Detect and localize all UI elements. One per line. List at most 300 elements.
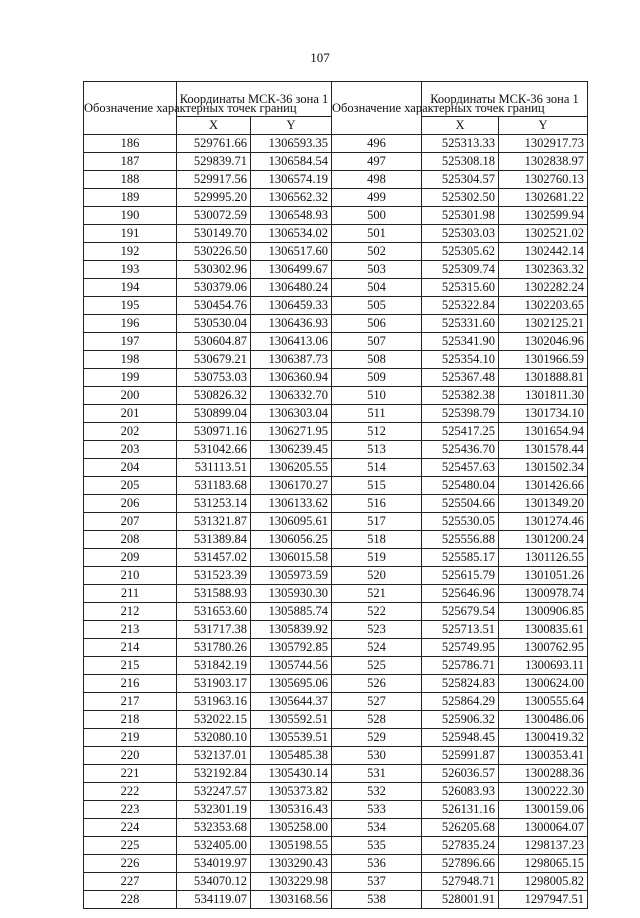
left-x-cell: 531717.38 bbox=[177, 621, 251, 639]
left-y-cell: 1306015.58 bbox=[251, 549, 332, 567]
right-y-cell: 1301966.59 bbox=[499, 351, 588, 369]
right-x-cell: 525304.57 bbox=[422, 171, 499, 189]
left-y-cell: 1303168.56 bbox=[251, 891, 332, 909]
right-x-cell: 525556.88 bbox=[422, 531, 499, 549]
right-x-cell: 525864.29 bbox=[422, 693, 499, 711]
left-point-cell: 197 bbox=[84, 333, 177, 351]
right-y-cell: 1300693.11 bbox=[499, 657, 588, 675]
left-point-cell: 202 bbox=[84, 423, 177, 441]
right-y-cell: 1300624.00 bbox=[499, 675, 588, 693]
left-y-cell: 1306436.93 bbox=[251, 315, 332, 333]
right-y-cell: 1300978.74 bbox=[499, 585, 588, 603]
table-row bbox=[84, 351, 588, 369]
right-y-cell: 1300486.06 bbox=[499, 711, 588, 729]
left-x-cell: 529995.20 bbox=[177, 189, 251, 207]
right-y-cell: 1300555.64 bbox=[499, 693, 588, 711]
right-x-cell: 525322.84 bbox=[422, 297, 499, 315]
table-row bbox=[84, 189, 588, 207]
left-y-cell: 1306480.24 bbox=[251, 279, 332, 297]
right-point-cell: 511 bbox=[332, 405, 422, 423]
right-point-cell: 521 bbox=[332, 585, 422, 603]
right-y-cell: 1298137.23 bbox=[499, 837, 588, 855]
left-point-cell: 199 bbox=[84, 369, 177, 387]
right-point-cell: 526 bbox=[332, 675, 422, 693]
right-x-cell: 525417.25 bbox=[422, 423, 499, 441]
right-x-cell: 525585.17 bbox=[422, 549, 499, 567]
left-y-cell: 1306095.61 bbox=[251, 513, 332, 531]
left-point-cell: 196 bbox=[84, 315, 177, 333]
left-y-cell: 1305839.92 bbox=[251, 621, 332, 639]
left-point-cell: 188 bbox=[84, 171, 177, 189]
right-x-cell: 525341.90 bbox=[422, 333, 499, 351]
left-y-cell: 1303229.98 bbox=[251, 873, 332, 891]
right-point-cell: 514 bbox=[332, 459, 422, 477]
page-number: 107 bbox=[310, 50, 330, 65]
right-point-cell: 503 bbox=[332, 261, 422, 279]
right-y-cell: 1300762.95 bbox=[499, 639, 588, 657]
right-x-cell: 525398.79 bbox=[422, 405, 499, 423]
left-x-cell: 532080.10 bbox=[177, 729, 251, 747]
left-y-cell: 1305539.51 bbox=[251, 729, 332, 747]
table-row bbox=[84, 459, 588, 477]
right-point-cell: 522 bbox=[332, 603, 422, 621]
left-x-cell: 532405.00 bbox=[177, 837, 251, 855]
right-point-cell: 515 bbox=[332, 477, 422, 495]
left-y-cell: 1306271.95 bbox=[251, 423, 332, 441]
left-y-cell: 1305373.82 bbox=[251, 783, 332, 801]
right-point-cell: 520 bbox=[332, 567, 422, 585]
left-y-cell: 1306548.93 bbox=[251, 207, 332, 225]
left-x-cell: 531903.17 bbox=[177, 675, 251, 693]
right-y-cell: 1302046.96 bbox=[499, 333, 588, 351]
left-x-cell: 530679.21 bbox=[177, 351, 251, 369]
left-x-cell: 531253.14 bbox=[177, 495, 251, 513]
table-row bbox=[84, 135, 588, 153]
left-x-cell: 530454.76 bbox=[177, 297, 251, 315]
left-x-cell: 530072.59 bbox=[177, 207, 251, 225]
left-point-header: Обозначение характерных точек границ bbox=[84, 82, 177, 135]
left-point-cell: 190 bbox=[84, 207, 177, 225]
left-point-cell: 221 bbox=[84, 765, 177, 783]
right-y-cell: 1302203.65 bbox=[499, 297, 588, 315]
left-y-cell: 1303290.43 bbox=[251, 855, 332, 873]
table-row bbox=[84, 819, 588, 837]
right-point-cell: 501 bbox=[332, 225, 422, 243]
left-point-cell: 224 bbox=[84, 819, 177, 837]
left-x-cell: 531042.66 bbox=[177, 441, 251, 459]
right-point-cell: 509 bbox=[332, 369, 422, 387]
right-point-cell: 519 bbox=[332, 549, 422, 567]
left-point-cell: 203 bbox=[84, 441, 177, 459]
left-x-cell: 532301.19 bbox=[177, 801, 251, 819]
table-row bbox=[84, 279, 588, 297]
right-x-cell: 525309.74 bbox=[422, 261, 499, 279]
left-x-cell: 530226.50 bbox=[177, 243, 251, 261]
left-x-cell: 532247.57 bbox=[177, 783, 251, 801]
right-y-cell: 1301051.26 bbox=[499, 567, 588, 585]
table-row bbox=[84, 477, 588, 495]
left-y-cell: 1305885.74 bbox=[251, 603, 332, 621]
right-point-cell: 524 bbox=[332, 639, 422, 657]
right-y-cell: 1300159.06 bbox=[499, 801, 588, 819]
right-x-cell: 525382.38 bbox=[422, 387, 499, 405]
table-row bbox=[84, 333, 588, 351]
right-x-cell: 525530.05 bbox=[422, 513, 499, 531]
left-y-cell: 1306574.19 bbox=[251, 171, 332, 189]
left-y-cell: 1306056.25 bbox=[251, 531, 332, 549]
right-point-cell: 500 bbox=[332, 207, 422, 225]
right-x-cell: 526205.68 bbox=[422, 819, 499, 837]
left-point-cell: 219 bbox=[84, 729, 177, 747]
right-y-cell: 1302125.21 bbox=[499, 315, 588, 333]
right-x-cell: 526036.57 bbox=[422, 765, 499, 783]
table-row bbox=[84, 837, 588, 855]
right-point-cell: 529 bbox=[332, 729, 422, 747]
right-y-cell: 1302681.22 bbox=[499, 189, 588, 207]
table-row bbox=[84, 891, 588, 909]
right-y-header: Y bbox=[499, 117, 588, 135]
right-point-cell: 528 bbox=[332, 711, 422, 729]
left-point-cell: 186 bbox=[84, 135, 177, 153]
left-point-cell: 193 bbox=[84, 261, 177, 279]
left-point-cell: 225 bbox=[84, 837, 177, 855]
left-x-cell: 530899.04 bbox=[177, 405, 251, 423]
left-y-cell: 1305792.85 bbox=[251, 639, 332, 657]
right-y-cell: 1301200.24 bbox=[499, 531, 588, 549]
left-y-cell: 1305316.43 bbox=[251, 801, 332, 819]
left-x-cell: 531389.84 bbox=[177, 531, 251, 549]
right-y-cell: 1300835.61 bbox=[499, 621, 588, 639]
right-y-cell: 1300353.41 bbox=[499, 747, 588, 765]
right-y-cell: 1300419.32 bbox=[499, 729, 588, 747]
right-x-cell: 525948.45 bbox=[422, 729, 499, 747]
left-y-cell: 1306133.62 bbox=[251, 495, 332, 513]
right-x-cell: 525679.54 bbox=[422, 603, 499, 621]
right-y-cell: 1300064.07 bbox=[499, 819, 588, 837]
left-point-cell: 195 bbox=[84, 297, 177, 315]
left-y-cell: 1306584.54 bbox=[251, 153, 332, 171]
right-y-cell: 1301126.55 bbox=[499, 549, 588, 567]
right-x-cell: 525436.70 bbox=[422, 441, 499, 459]
right-y-cell: 1300906.85 bbox=[499, 603, 588, 621]
table-row bbox=[84, 585, 588, 603]
table-row bbox=[84, 693, 588, 711]
table-body bbox=[84, 135, 588, 909]
left-x-cell: 530149.70 bbox=[177, 225, 251, 243]
right-point-cell: 523 bbox=[332, 621, 422, 639]
left-point-cell: 210 bbox=[84, 567, 177, 585]
left-y-cell: 1306170.27 bbox=[251, 477, 332, 495]
right-y-cell: 1298005.82 bbox=[499, 873, 588, 891]
left-y-cell: 1306593.35 bbox=[251, 135, 332, 153]
right-y-cell: 1302282.24 bbox=[499, 279, 588, 297]
table-row bbox=[84, 243, 588, 261]
right-point-cell: 506 bbox=[332, 315, 422, 333]
left-y-cell: 1305430.14 bbox=[251, 765, 332, 783]
table-row bbox=[84, 405, 588, 423]
right-point-cell: 507 bbox=[332, 333, 422, 351]
left-y-cell: 1306562.32 bbox=[251, 189, 332, 207]
coordinates-table bbox=[83, 81, 588, 909]
right-y-cell: 1301734.10 bbox=[499, 405, 588, 423]
left-y-cell: 1306413.06 bbox=[251, 333, 332, 351]
right-x-cell: 525331.60 bbox=[422, 315, 499, 333]
right-point-cell: 538 bbox=[332, 891, 422, 909]
left-x-cell: 532137.01 bbox=[177, 747, 251, 765]
left-x-cell: 530302.96 bbox=[177, 261, 251, 279]
right-point-cell: 531 bbox=[332, 765, 422, 783]
table-row bbox=[84, 729, 588, 747]
left-y-cell: 1306499.67 bbox=[251, 261, 332, 279]
right-x-cell: 525991.87 bbox=[422, 747, 499, 765]
right-y-cell: 1302599.94 bbox=[499, 207, 588, 225]
right-y-cell: 1302521.02 bbox=[499, 225, 588, 243]
left-point-cell: 226 bbox=[84, 855, 177, 873]
right-x-cell: 525824.83 bbox=[422, 675, 499, 693]
left-y-cell: 1305973.59 bbox=[251, 567, 332, 585]
table-row bbox=[84, 261, 588, 279]
right-y-cell: 1301349.20 bbox=[499, 495, 588, 513]
right-point-cell: 534 bbox=[332, 819, 422, 837]
left-point-cell: 213 bbox=[84, 621, 177, 639]
left-y-cell: 1306332.70 bbox=[251, 387, 332, 405]
right-coords-header: Координаты МСК-36 зона 1 bbox=[422, 82, 588, 117]
left-x-cell: 531963.16 bbox=[177, 693, 251, 711]
right-x-cell: 525313.33 bbox=[422, 135, 499, 153]
right-y-cell: 1302760.13 bbox=[499, 171, 588, 189]
right-x-cell: 525504.66 bbox=[422, 495, 499, 513]
right-y-cell: 1301578.44 bbox=[499, 441, 588, 459]
right-x-cell: 525646.96 bbox=[422, 585, 499, 603]
left-x-cell: 530826.32 bbox=[177, 387, 251, 405]
right-x-cell: 525786.71 bbox=[422, 657, 499, 675]
left-x-cell: 531183.68 bbox=[177, 477, 251, 495]
table-row bbox=[84, 513, 588, 531]
left-y-cell: 1306239.45 bbox=[251, 441, 332, 459]
right-point-cell: 499 bbox=[332, 189, 422, 207]
right-point-cell: 498 bbox=[332, 171, 422, 189]
table-row bbox=[84, 153, 588, 171]
table-row bbox=[84, 315, 588, 333]
left-x-cell: 530604.87 bbox=[177, 333, 251, 351]
left-y-cell: 1306303.04 bbox=[251, 405, 332, 423]
table-row bbox=[84, 675, 588, 693]
left-point-cell: 218 bbox=[84, 711, 177, 729]
right-y-cell: 1298065.15 bbox=[499, 855, 588, 873]
left-y-cell: 1305485.38 bbox=[251, 747, 332, 765]
right-y-cell: 1301888.81 bbox=[499, 369, 588, 387]
left-point-cell: 211 bbox=[84, 585, 177, 603]
right-point-cell: 497 bbox=[332, 153, 422, 171]
table-row bbox=[84, 171, 588, 189]
right-point-cell: 525 bbox=[332, 657, 422, 675]
left-point-cell: 208 bbox=[84, 531, 177, 549]
table-row bbox=[84, 747, 588, 765]
left-point-cell: 212 bbox=[84, 603, 177, 621]
left-x-cell: 531457.02 bbox=[177, 549, 251, 567]
table-row bbox=[84, 801, 588, 819]
right-x-cell: 528001.91 bbox=[422, 891, 499, 909]
right-point-cell: 530 bbox=[332, 747, 422, 765]
right-point-cell: 535 bbox=[332, 837, 422, 855]
table-row bbox=[84, 711, 588, 729]
table-row bbox=[84, 603, 588, 621]
right-x-cell: 526083.93 bbox=[422, 783, 499, 801]
left-y-cell: 1305592.51 bbox=[251, 711, 332, 729]
left-y-cell: 1305258.00 bbox=[251, 819, 332, 837]
left-x-cell: 532353.68 bbox=[177, 819, 251, 837]
right-point-cell: 512 bbox=[332, 423, 422, 441]
left-point-cell: 191 bbox=[84, 225, 177, 243]
left-point-cell: 217 bbox=[84, 693, 177, 711]
table-row bbox=[84, 495, 588, 513]
left-x-cell: 531588.93 bbox=[177, 585, 251, 603]
right-point-cell: 516 bbox=[332, 495, 422, 513]
left-x-cell: 532022.15 bbox=[177, 711, 251, 729]
left-point-cell: 227 bbox=[84, 873, 177, 891]
left-y-cell: 1305644.37 bbox=[251, 693, 332, 711]
right-x-cell: 527948.71 bbox=[422, 873, 499, 891]
right-x-cell: 525354.10 bbox=[422, 351, 499, 369]
left-point-cell: 222 bbox=[84, 783, 177, 801]
left-y-cell: 1306534.02 bbox=[251, 225, 332, 243]
table-row bbox=[84, 225, 588, 243]
right-point-cell: 533 bbox=[332, 801, 422, 819]
left-point-cell: 194 bbox=[84, 279, 177, 297]
right-point-cell: 517 bbox=[332, 513, 422, 531]
right-y-cell: 1301654.94 bbox=[499, 423, 588, 441]
right-point-cell: 532 bbox=[332, 783, 422, 801]
table-row bbox=[84, 387, 588, 405]
right-point-cell: 504 bbox=[332, 279, 422, 297]
left-point-cell: 220 bbox=[84, 747, 177, 765]
right-x-cell: 527896.66 bbox=[422, 855, 499, 873]
left-y-cell: 1306360.94 bbox=[251, 369, 332, 387]
left-y-cell: 1306387.73 bbox=[251, 351, 332, 369]
left-y-cell: 1306459.33 bbox=[251, 297, 332, 315]
right-y-cell: 1302838.97 bbox=[499, 153, 588, 171]
left-point-cell: 207 bbox=[84, 513, 177, 531]
table-row bbox=[84, 441, 588, 459]
right-y-cell: 1300288.36 bbox=[499, 765, 588, 783]
right-x-cell: 525480.04 bbox=[422, 477, 499, 495]
left-y-cell: 1305695.06 bbox=[251, 675, 332, 693]
right-y-cell: 1301811.30 bbox=[499, 387, 588, 405]
table-row bbox=[84, 639, 588, 657]
left-x-cell: 529917.56 bbox=[177, 171, 251, 189]
left-x-cell: 534019.97 bbox=[177, 855, 251, 873]
right-x-cell: 525749.95 bbox=[422, 639, 499, 657]
left-point-cell: 209 bbox=[84, 549, 177, 567]
left-point-cell: 228 bbox=[84, 891, 177, 909]
table-row bbox=[84, 297, 588, 315]
right-x-cell: 527835.24 bbox=[422, 837, 499, 855]
right-x-cell: 525457.63 bbox=[422, 459, 499, 477]
left-y-cell: 1305198.55 bbox=[251, 837, 332, 855]
right-x-cell: 525615.79 bbox=[422, 567, 499, 585]
left-x-cell: 534119.07 bbox=[177, 891, 251, 909]
left-point-cell: 200 bbox=[84, 387, 177, 405]
left-y-cell: 1305930.30 bbox=[251, 585, 332, 603]
right-y-cell: 1301274.46 bbox=[499, 513, 588, 531]
left-point-cell: 189 bbox=[84, 189, 177, 207]
right-x-cell: 525308.18 bbox=[422, 153, 499, 171]
table-row bbox=[84, 207, 588, 225]
left-x-cell: 529761.66 bbox=[177, 135, 251, 153]
left-coords-header: Координаты МСК-36 зона 1 bbox=[177, 82, 332, 117]
right-x-cell: 525713.51 bbox=[422, 621, 499, 639]
right-x-cell: 525301.98 bbox=[422, 207, 499, 225]
right-point-header: Обозначение характерных точек границ bbox=[332, 82, 422, 135]
right-point-cell: 496 bbox=[332, 135, 422, 153]
table-row bbox=[84, 621, 588, 639]
left-point-cell: 206 bbox=[84, 495, 177, 513]
right-point-cell: 518 bbox=[332, 531, 422, 549]
right-y-cell: 1301426.66 bbox=[499, 477, 588, 495]
left-x-cell: 531113.51 bbox=[177, 459, 251, 477]
right-y-cell: 1301502.34 bbox=[499, 459, 588, 477]
right-point-cell: 513 bbox=[332, 441, 422, 459]
left-x-cell: 531842.19 bbox=[177, 657, 251, 675]
left-point-cell: 201 bbox=[84, 405, 177, 423]
table-row bbox=[84, 549, 588, 567]
right-point-cell: 510 bbox=[332, 387, 422, 405]
right-y-cell: 1302917.73 bbox=[499, 135, 588, 153]
left-point-cell: 214 bbox=[84, 639, 177, 657]
left-y-header: Y bbox=[251, 117, 332, 135]
left-y-cell: 1306205.55 bbox=[251, 459, 332, 477]
right-x-cell: 525302.50 bbox=[422, 189, 499, 207]
left-x-header: X bbox=[177, 117, 251, 135]
left-x-cell: 530971.16 bbox=[177, 423, 251, 441]
right-x-cell: 525315.60 bbox=[422, 279, 499, 297]
table-row bbox=[84, 873, 588, 891]
table-row bbox=[84, 657, 588, 675]
table-row bbox=[84, 783, 588, 801]
right-y-cell: 1302363.32 bbox=[499, 261, 588, 279]
left-point-cell: 215 bbox=[84, 657, 177, 675]
right-x-cell: 525906.32 bbox=[422, 711, 499, 729]
left-x-cell: 529839.71 bbox=[177, 153, 251, 171]
left-point-cell: 187 bbox=[84, 153, 177, 171]
left-point-cell: 205 bbox=[84, 477, 177, 495]
left-y-cell: 1305744.56 bbox=[251, 657, 332, 675]
right-point-cell: 527 bbox=[332, 693, 422, 711]
right-point-cell: 536 bbox=[332, 855, 422, 873]
right-x-cell: 525367.48 bbox=[422, 369, 499, 387]
right-point-cell: 505 bbox=[332, 297, 422, 315]
table-row bbox=[84, 423, 588, 441]
left-point-cell: 223 bbox=[84, 801, 177, 819]
left-x-cell: 530530.04 bbox=[177, 315, 251, 333]
right-y-cell: 1297947.51 bbox=[499, 891, 588, 909]
left-point-cell: 198 bbox=[84, 351, 177, 369]
left-x-cell: 534070.12 bbox=[177, 873, 251, 891]
left-x-cell: 530753.03 bbox=[177, 369, 251, 387]
right-x-cell: 526131.16 bbox=[422, 801, 499, 819]
right-y-cell: 1300222.30 bbox=[499, 783, 588, 801]
right-x-header: X bbox=[422, 117, 499, 135]
left-x-cell: 532192.84 bbox=[177, 765, 251, 783]
left-x-cell: 531321.87 bbox=[177, 513, 251, 531]
table-row bbox=[84, 567, 588, 585]
right-point-cell: 508 bbox=[332, 351, 422, 369]
right-y-cell: 1302442.14 bbox=[499, 243, 588, 261]
table-row bbox=[84, 531, 588, 549]
left-point-cell: 204 bbox=[84, 459, 177, 477]
left-x-cell: 531523.39 bbox=[177, 567, 251, 585]
left-point-cell: 192 bbox=[84, 243, 177, 261]
